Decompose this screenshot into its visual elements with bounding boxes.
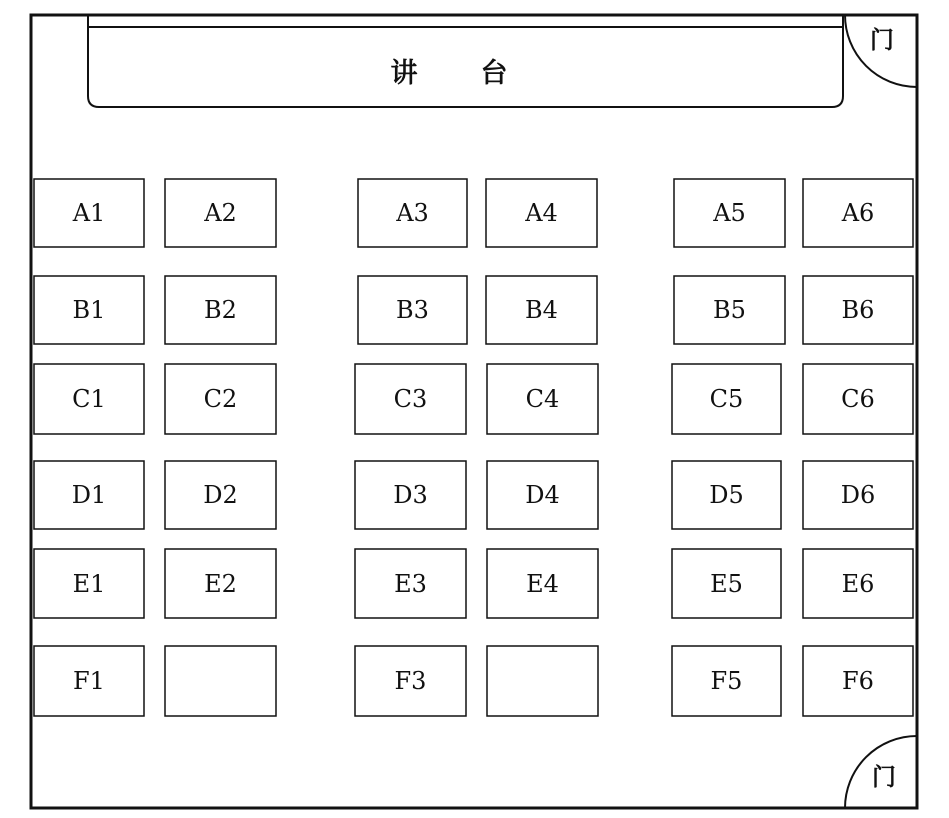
seat-label: A2 <box>204 199 237 227</box>
seat <box>34 461 144 529</box>
seat <box>803 646 913 716</box>
seat <box>165 276 276 344</box>
seat <box>34 276 144 344</box>
seat <box>674 179 785 247</box>
door-top-right <box>845 15 917 87</box>
seat-label: E4 <box>526 570 559 598</box>
seat <box>674 276 785 344</box>
seat <box>358 276 467 344</box>
seat-label: E5 <box>710 570 743 598</box>
seat <box>165 461 276 529</box>
seat-label: C1 <box>72 385 106 413</box>
seat-label: C3 <box>393 385 428 413</box>
seat-label: B4 <box>525 296 558 324</box>
seat <box>165 364 276 434</box>
seat-label: D4 <box>525 481 560 509</box>
seat <box>355 364 466 434</box>
seat <box>672 364 781 434</box>
seat-label: F6 <box>842 667 874 695</box>
seat <box>355 461 466 529</box>
podium-label-right: 台 <box>480 58 508 89</box>
seat <box>803 179 913 247</box>
seat-label: E1 <box>72 570 106 598</box>
seat <box>487 461 598 529</box>
seat <box>672 461 781 529</box>
seat-label: D3 <box>393 481 428 509</box>
seat <box>355 549 466 618</box>
seat <box>34 364 144 434</box>
seat <box>34 179 144 247</box>
seat <box>355 646 466 716</box>
seat <box>487 549 598 618</box>
seat-label: E2 <box>204 570 237 598</box>
seat <box>34 646 144 716</box>
seat <box>803 461 913 529</box>
seat-label: D2 <box>203 481 238 509</box>
room-outline <box>31 15 917 808</box>
seat-empty <box>165 646 276 716</box>
seat <box>165 549 276 618</box>
seat-label: C4 <box>525 385 560 413</box>
seat <box>487 364 598 434</box>
seat-label: E3 <box>394 570 427 598</box>
seat-label: E6 <box>841 570 875 598</box>
seat <box>358 179 467 247</box>
seat-label: B3 <box>396 296 429 324</box>
seat-label: F1 <box>73 667 105 695</box>
seat-label: A6 <box>841 199 875 227</box>
seat-label: C6 <box>841 385 875 413</box>
seat-label: A4 <box>525 199 558 227</box>
seat-label: A5 <box>713 199 746 227</box>
seat-label: D1 <box>71 481 107 509</box>
seat-label: C2 <box>203 385 238 413</box>
seat-label: A3 <box>396 199 429 227</box>
seat <box>486 179 597 247</box>
seat-label: F5 <box>710 667 743 695</box>
seat-label: B2 <box>204 296 237 324</box>
seat-label: B1 <box>72 296 106 324</box>
seat <box>165 179 276 247</box>
seat <box>803 276 913 344</box>
door-label-top: 门 <box>870 26 894 54</box>
seat-label: D6 <box>840 481 876 509</box>
seat-label: D5 <box>709 481 744 509</box>
seat-label: B6 <box>841 296 875 324</box>
seat-empty <box>487 646 598 716</box>
seat-label: B5 <box>713 296 746 324</box>
seat <box>803 549 913 618</box>
podium-label-left: 讲 <box>390 58 418 89</box>
seat-label: C5 <box>709 385 744 413</box>
seat <box>672 646 781 716</box>
seat <box>34 549 144 618</box>
seat-label: F3 <box>394 667 427 695</box>
door-bottom-right <box>845 736 917 808</box>
podium <box>88 15 843 107</box>
seat-label: A1 <box>72 199 106 227</box>
door-label-bottom: 门 <box>872 763 896 791</box>
seat <box>803 364 913 434</box>
seat-grid <box>34 179 913 716</box>
seat <box>486 276 597 344</box>
seat <box>672 549 781 618</box>
